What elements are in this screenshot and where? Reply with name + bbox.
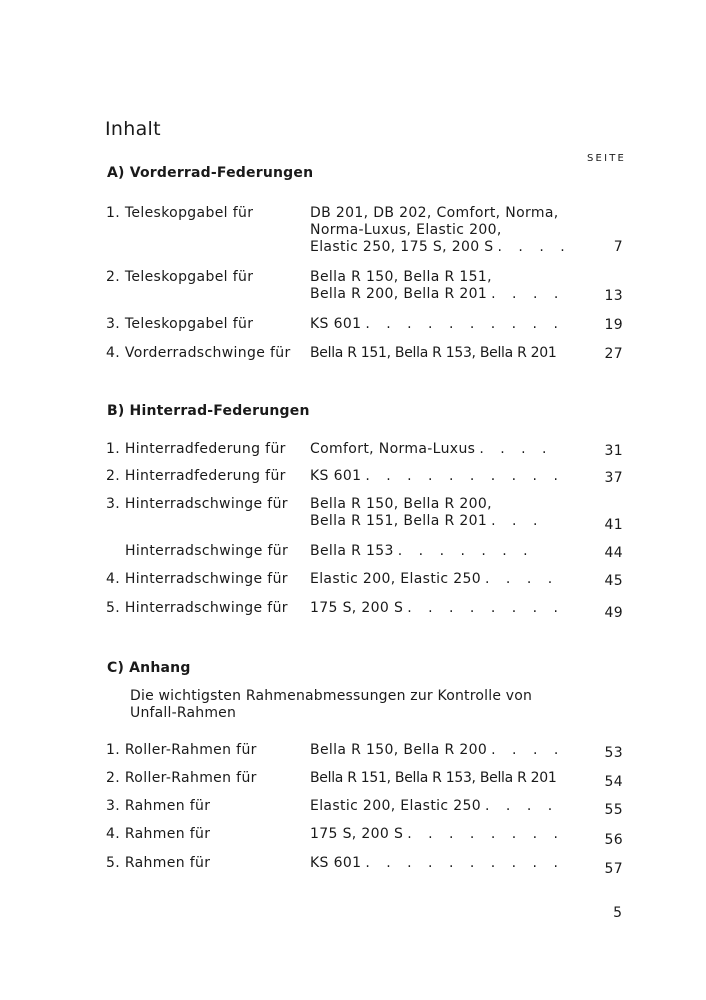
toc-models-text: Elastic 200, Elastic 250 xyxy=(310,571,482,587)
toc-models xyxy=(310,798,570,815)
toc-item-label: 4. Rahmen für xyxy=(106,826,211,842)
toc-models xyxy=(310,742,570,759)
toc-leader-dots: . . . . . . . . . . xyxy=(365,468,564,484)
toc-leader-dots: . . . . xyxy=(497,239,571,255)
toc-models-line xyxy=(310,798,570,815)
toc-item-label: 4. Hinterradschwinge für xyxy=(106,571,288,587)
toc-models-text: Bella R 150, Bella R 200 xyxy=(310,742,488,758)
toc-models xyxy=(310,345,570,362)
toc-leader-dots: . . . . . . . xyxy=(397,543,534,559)
toc-models-text: KS 601 xyxy=(310,316,362,332)
section-b-title: B) Hinterrad-Federungen xyxy=(107,403,310,419)
toc-page-number: 49 xyxy=(604,605,623,621)
toc-page-number: 45 xyxy=(604,573,623,589)
folio-page-number: 5 xyxy=(613,905,622,921)
toc-models-line xyxy=(310,855,570,872)
toc-models-line xyxy=(310,468,570,485)
toc-models-text: 175 S, 200 S xyxy=(310,826,404,842)
toc-page-number: 44 xyxy=(604,545,623,561)
toc-page-number: 13 xyxy=(604,288,623,304)
toc-models xyxy=(310,770,570,787)
toc-models xyxy=(310,855,570,872)
toc-models xyxy=(310,316,570,333)
toc-page-number: 54 xyxy=(604,774,623,790)
toc-page-number: 55 xyxy=(604,802,623,818)
toc-models-text: Bella R 200, Bella R 201 xyxy=(310,286,488,302)
toc-item-label: 1. Teleskopgabel für xyxy=(106,205,254,221)
toc-models-line: Norma-Luxus, Elastic 200, xyxy=(310,222,502,238)
toc-models xyxy=(310,600,570,617)
toc-leader-dots: . . . . xyxy=(491,742,565,758)
page-column-label: SEITE xyxy=(587,153,627,164)
toc-models xyxy=(310,205,570,256)
toc-leader-dots: . . . xyxy=(491,513,544,529)
toc-item-label: 5. Rahmen für xyxy=(106,855,211,871)
toc-models-line: Bella R 150, Bella R 200, xyxy=(310,496,492,512)
toc-item-label: 3. Rahmen für xyxy=(106,798,211,814)
toc-item-label: 2. Hinterradfederung für xyxy=(106,468,286,484)
toc-models-line xyxy=(310,600,570,617)
toc-models-line xyxy=(310,239,570,256)
toc-models-line xyxy=(310,513,570,530)
toc-models xyxy=(310,468,570,485)
toc-models-text: Bella R 151, Bella R 153, Bella R 201 xyxy=(310,345,557,361)
toc-models-line xyxy=(310,770,570,787)
toc-item-label: 2. Teleskopgabel für xyxy=(106,269,254,285)
toc-models-text: Bella R 153 xyxy=(310,543,394,559)
toc-models-line xyxy=(310,316,570,333)
toc-page-number: 7 xyxy=(613,239,623,255)
toc-models-text: Bella R 151, Bella R 201 xyxy=(310,513,488,529)
section-c-title: C) Anhang xyxy=(107,660,191,676)
toc-models-line xyxy=(310,571,570,588)
toc-models-text: 175 S, 200 S xyxy=(310,600,404,616)
toc-models xyxy=(310,543,570,560)
toc-leader-dots: . . . . xyxy=(491,286,565,302)
toc-models-text: KS 601 xyxy=(310,468,362,484)
toc-models xyxy=(310,441,570,458)
toc-item-label: 1. Roller-Rahmen für xyxy=(106,742,257,758)
toc-models xyxy=(310,269,570,303)
toc-item-label: 4. Vorderradschwinge für xyxy=(106,345,291,361)
toc-models-line xyxy=(310,286,570,303)
toc-models-line xyxy=(310,826,570,843)
toc-models-line: Bella R 150, Bella R 151, xyxy=(310,269,492,285)
toc-models-text: KS 601 xyxy=(310,855,362,871)
toc-item-label: 5. Hinterradschwinge für xyxy=(106,600,288,616)
toc-models xyxy=(310,571,570,588)
toc-page-number: 27 xyxy=(604,346,623,362)
toc-page-number: 31 xyxy=(604,443,623,459)
toc-page-number: 41 xyxy=(604,517,623,533)
toc-leader-dots: . . . . . . . . . . xyxy=(365,855,564,871)
section-c-note: Die wichtigsten Rahmenabmessungen zur Kontrolle von Unfall-Rahmen xyxy=(130,688,533,721)
toc-item-label: 2. Roller-Rahmen für xyxy=(106,770,257,786)
toc-page-number: 37 xyxy=(604,470,623,486)
toc-leader-dots: . . . . xyxy=(479,441,553,457)
toc-models-text: Comfort, Norma-Luxus xyxy=(310,441,476,457)
toc-leader-dots: . . . . . . . . xyxy=(407,600,564,616)
toc-leader-dots: . . . . xyxy=(485,571,559,587)
toc-models xyxy=(310,826,570,843)
toc-models-text: Elastic 250, 175 S, 200 S xyxy=(310,239,494,255)
toc-models xyxy=(310,496,570,530)
toc-models-line xyxy=(310,345,570,362)
toc-models-text: Bella R 151, Bella R 153, Bella R 201 xyxy=(310,770,557,786)
toc-models-line xyxy=(310,543,570,560)
toc-item-label: 3. Hinterradschwinge für xyxy=(106,496,288,512)
toc-models-line: DB 201, DB 202, Comfort, Norma, xyxy=(310,205,559,221)
toc-item-label: 1. Hinterradfederung für xyxy=(106,441,286,457)
toc-leader-dots: . . . . . . . . . . xyxy=(365,316,564,332)
section-a-title: A) Vorderrad-Federungen xyxy=(107,165,314,181)
toc-page-number: 57 xyxy=(604,861,623,877)
toc-models-line xyxy=(310,441,570,458)
toc-item-label: Hinterradschwinge für xyxy=(125,543,289,559)
toc-leader-dots: . . . . . . . . xyxy=(407,826,564,842)
page-title: Inhalt xyxy=(105,118,161,140)
toc-models-line xyxy=(310,742,570,759)
toc-page-number: 53 xyxy=(604,745,623,761)
toc-item-label: 3. Teleskopgabel für xyxy=(106,316,254,332)
toc-page-number: 56 xyxy=(604,832,623,848)
toc-leader-dots: . . . . xyxy=(485,798,559,814)
toc-models-text: Elastic 200, Elastic 250 xyxy=(310,798,482,814)
toc-page-number: 19 xyxy=(604,317,623,333)
